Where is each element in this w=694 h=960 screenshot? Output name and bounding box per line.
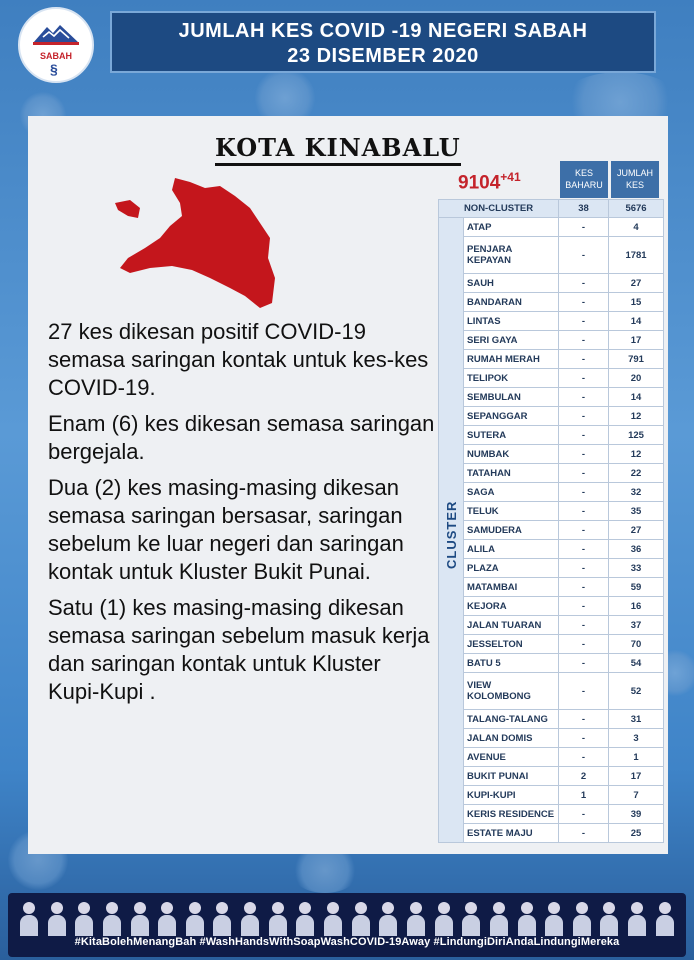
cluster-total: 27 <box>609 274 664 293</box>
cluster-name: TELIPOK <box>464 369 559 388</box>
page-header <box>110 11 656 73</box>
cluster-new: - <box>559 331 609 350</box>
table-row <box>439 540 664 559</box>
cluster-new: - <box>559 654 609 673</box>
cluster-total: 7 <box>609 786 664 805</box>
person-silhouette-icon <box>545 902 563 936</box>
cluster-name: SAMUDERA <box>464 521 559 540</box>
person-silhouette-icon <box>352 902 370 936</box>
person-silhouette-icon <box>75 902 93 936</box>
cluster-new: - <box>559 445 609 464</box>
new-cases-delta: +41 <box>500 170 521 184</box>
logo-swoosh-icon: § <box>50 61 58 77</box>
cluster-name: KEJORA <box>464 597 559 616</box>
cluster-name: SAGA <box>464 483 559 502</box>
cluster-total: 25 <box>609 824 664 843</box>
person-silhouette-icon <box>462 902 480 936</box>
cluster-new: - <box>559 597 609 616</box>
cluster-total: 22 <box>609 464 664 483</box>
table-row <box>439 616 664 635</box>
person-silhouette-icon <box>407 902 425 936</box>
cluster-total: 4 <box>609 218 664 237</box>
cluster-total: 12 <box>609 407 664 426</box>
person-silhouette-icon <box>656 902 674 936</box>
table-row <box>439 218 664 237</box>
cluster-new: - <box>559 483 609 502</box>
person-silhouette-icon <box>131 902 149 936</box>
cluster-name: BATU 5 <box>464 654 559 673</box>
table-row <box>439 635 664 654</box>
sabah-health-logo <box>18 7 94 83</box>
summary-paragraph: Dua (2) kes masing-masing dikesan semasa saringan bersasar, saringan sebelum ke luar negeri dan saringan kontak untuk Kluster Bukit Punai. <box>48 475 404 584</box>
cluster-total: 31 <box>609 710 664 729</box>
cluster-total: 17 <box>609 331 664 350</box>
cluster-new: - <box>559 388 609 407</box>
person-silhouette-icon <box>379 902 397 936</box>
cluster-total: 37 <box>609 616 664 635</box>
district-title: KOTA KINABALU <box>215 133 461 166</box>
cluster-total: 54 <box>609 654 664 673</box>
table-row <box>439 786 664 805</box>
person-silhouette-icon <box>600 902 618 936</box>
cluster-new: - <box>559 293 609 312</box>
cluster-total: 14 <box>609 312 664 331</box>
cluster-total: 16 <box>609 597 664 616</box>
cluster-total: 15 <box>609 293 664 312</box>
cluster-new: - <box>559 559 609 578</box>
table-row <box>439 331 664 350</box>
non-cluster-row <box>439 200 664 218</box>
header-total-cases: JUMLAH KES <box>611 161 659 198</box>
cluster-name: PLAZA <box>464 559 559 578</box>
cluster-new: 2 <box>559 767 609 786</box>
total-cases: 9104 <box>458 172 501 194</box>
cluster-total: 39 <box>609 805 664 824</box>
cluster-total: 32 <box>609 483 664 502</box>
cluster-table <box>438 199 664 843</box>
table-row <box>439 464 664 483</box>
cluster-name: ESTATE MAJU <box>464 824 559 843</box>
cluster-new: - <box>559 521 609 540</box>
cluster-name: SUTERA <box>464 426 559 445</box>
case-summary <box>48 318 438 714</box>
cluster-name: KUPI-KUPI <box>464 786 559 805</box>
person-silhouette-icon <box>213 902 231 936</box>
table-row <box>439 237 664 274</box>
person-silhouette-icon <box>296 902 314 936</box>
table-row <box>439 824 664 843</box>
person-silhouette-icon <box>324 902 342 936</box>
cluster-total: 14 <box>609 388 664 407</box>
table-row <box>439 426 664 445</box>
person-silhouette-icon <box>48 902 66 936</box>
table-row <box>439 274 664 293</box>
cluster-total: 59 <box>609 578 664 597</box>
cluster-name: VIEW KOLOMBONG <box>464 673 559 710</box>
cluster-new: - <box>559 824 609 843</box>
table-row <box>439 748 664 767</box>
cluster-new: - <box>559 729 609 748</box>
cluster-new: - <box>559 407 609 426</box>
district-total <box>458 170 521 194</box>
cluster-new: - <box>559 274 609 293</box>
cluster-total: 1 <box>609 748 664 767</box>
summary-paragraph: 27 kes dikesan positif COVID-19 semasa saringan kontak untuk kes-kes COVID-19. <box>48 319 429 400</box>
person-silhouette-icon <box>241 902 259 936</box>
sabah-mountain-logo-icon <box>33 23 79 45</box>
summary-paragraph: Enam (6) kes dikesan semasa saringan bergejala. <box>48 411 435 464</box>
cluster-name: KERIS RESIDENCE <box>464 805 559 824</box>
cluster-name: ALILA <box>464 540 559 559</box>
cluster-name: AVENUE <box>464 748 559 767</box>
table-row <box>439 502 664 521</box>
table-row <box>439 388 664 407</box>
header-new-cases: KES BAHARU <box>560 161 608 198</box>
non-cluster-label: NON-CLUSTER <box>439 200 559 218</box>
cluster-new: - <box>559 540 609 559</box>
logo-text: SABAH <box>39 51 72 61</box>
non-cluster-total: 5676 <box>609 200 664 218</box>
cluster-total: 17 <box>609 767 664 786</box>
table-row <box>439 483 664 502</box>
cluster-name: MATAMBAI <box>464 578 559 597</box>
cluster-new: - <box>559 578 609 597</box>
cluster-name: JALAN TUARAN <box>464 616 559 635</box>
person-silhouette-icon <box>20 902 38 936</box>
cluster-new: - <box>559 502 609 521</box>
cluster-new: - <box>559 748 609 767</box>
person-silhouette-icon <box>435 902 453 936</box>
person-silhouette-icon <box>490 902 508 936</box>
cluster-new: - <box>559 805 609 824</box>
cluster-name: NUMBAK <box>464 445 559 464</box>
cluster-side-label <box>441 497 463 587</box>
cluster-total: 70 <box>609 635 664 654</box>
cluster-new: - <box>559 312 609 331</box>
table-row <box>439 445 664 464</box>
person-silhouette-icon <box>518 902 536 936</box>
cluster-total: 3 <box>609 729 664 748</box>
table-row <box>439 673 664 710</box>
summary-paragraph: Satu (1) kes masing-masing dikesan semasa saringan sebelum masuk kerja dan saringan kontak untuk Kluster Kupi-Kupi . <box>48 595 430 704</box>
person-silhouette-icon <box>573 902 591 936</box>
cluster-label: CLUSTER <box>444 500 459 569</box>
virus-decoration-icon <box>290 848 360 893</box>
cluster-total: 35 <box>609 502 664 521</box>
person-silhouette-icon <box>269 902 287 936</box>
cluster-total: 36 <box>609 540 664 559</box>
person-silhouette-icon <box>628 902 646 936</box>
cluster-new: - <box>559 218 609 237</box>
table-row <box>439 369 664 388</box>
cluster-name: SEPANGGAR <box>464 407 559 426</box>
person-silhouette-icon <box>158 902 176 936</box>
header-date: 23 DISEMBER 2020 <box>287 45 479 67</box>
cluster-name: SEMBULAN <box>464 388 559 407</box>
cluster-new: - <box>559 237 609 274</box>
footer-hashtags: #KitaBolehMenangBah #WashHandsWithSoapWashCOVID-19Away #LindungiDiriAndaLindungiMereka <box>74 936 620 948</box>
cluster-new: - <box>559 350 609 369</box>
cluster-new: 1 <box>559 786 609 805</box>
non-cluster-new: 38 <box>559 200 609 218</box>
table-row <box>439 521 664 540</box>
cluster-total: 125 <box>609 426 664 445</box>
cluster-name: JESSELTON <box>464 635 559 654</box>
cluster-name: BUKIT PUNAI <box>464 767 559 786</box>
cluster-name: TELUK <box>464 502 559 521</box>
cluster-new: - <box>559 616 609 635</box>
header-title: JUMLAH KES COVID -19 NEGERI SABAH <box>178 20 588 42</box>
table-row <box>439 350 664 369</box>
cluster-total: 52 <box>609 673 664 710</box>
cluster-new: - <box>559 710 609 729</box>
table-row <box>439 312 664 331</box>
cluster-name: SAUH <box>464 274 559 293</box>
cluster-name: BANDARAN <box>464 293 559 312</box>
table-row <box>439 597 664 616</box>
kota-kinabalu-map-icon <box>110 178 280 313</box>
person-silhouette-icon <box>186 902 204 936</box>
table-row <box>439 654 664 673</box>
cluster-name: TALANG-TALANG <box>464 710 559 729</box>
cluster-total: 1781 <box>609 237 664 274</box>
cluster-total: 791 <box>609 350 664 369</box>
cluster-new: - <box>559 464 609 483</box>
table-row <box>439 729 664 748</box>
table-row <box>439 407 664 426</box>
cluster-total: 27 <box>609 521 664 540</box>
table-row <box>439 805 664 824</box>
cluster-name: SERI GAYA <box>464 331 559 350</box>
cluster-name: PENJARA KEPAYAN <box>464 237 559 274</box>
cluster-new: - <box>559 426 609 445</box>
cluster-new: - <box>559 635 609 654</box>
table-row <box>439 710 664 729</box>
table-row <box>439 559 664 578</box>
cluster-new: - <box>559 673 609 710</box>
table-row <box>439 293 664 312</box>
cluster-name: LINTAS <box>464 312 559 331</box>
cluster-name: TATAHAN <box>464 464 559 483</box>
cluster-name: ATAP <box>464 218 559 237</box>
cluster-name: RUMAH MERAH <box>464 350 559 369</box>
person-silhouette-icon <box>103 902 121 936</box>
table-row <box>439 767 664 786</box>
cluster-new: - <box>559 369 609 388</box>
table-row <box>439 578 664 597</box>
cluster-name: JALAN DOMIS <box>464 729 559 748</box>
cluster-total: 20 <box>609 369 664 388</box>
cluster-total: 33 <box>609 559 664 578</box>
cluster-total: 12 <box>609 445 664 464</box>
frontliner-people-icon <box>20 898 674 936</box>
